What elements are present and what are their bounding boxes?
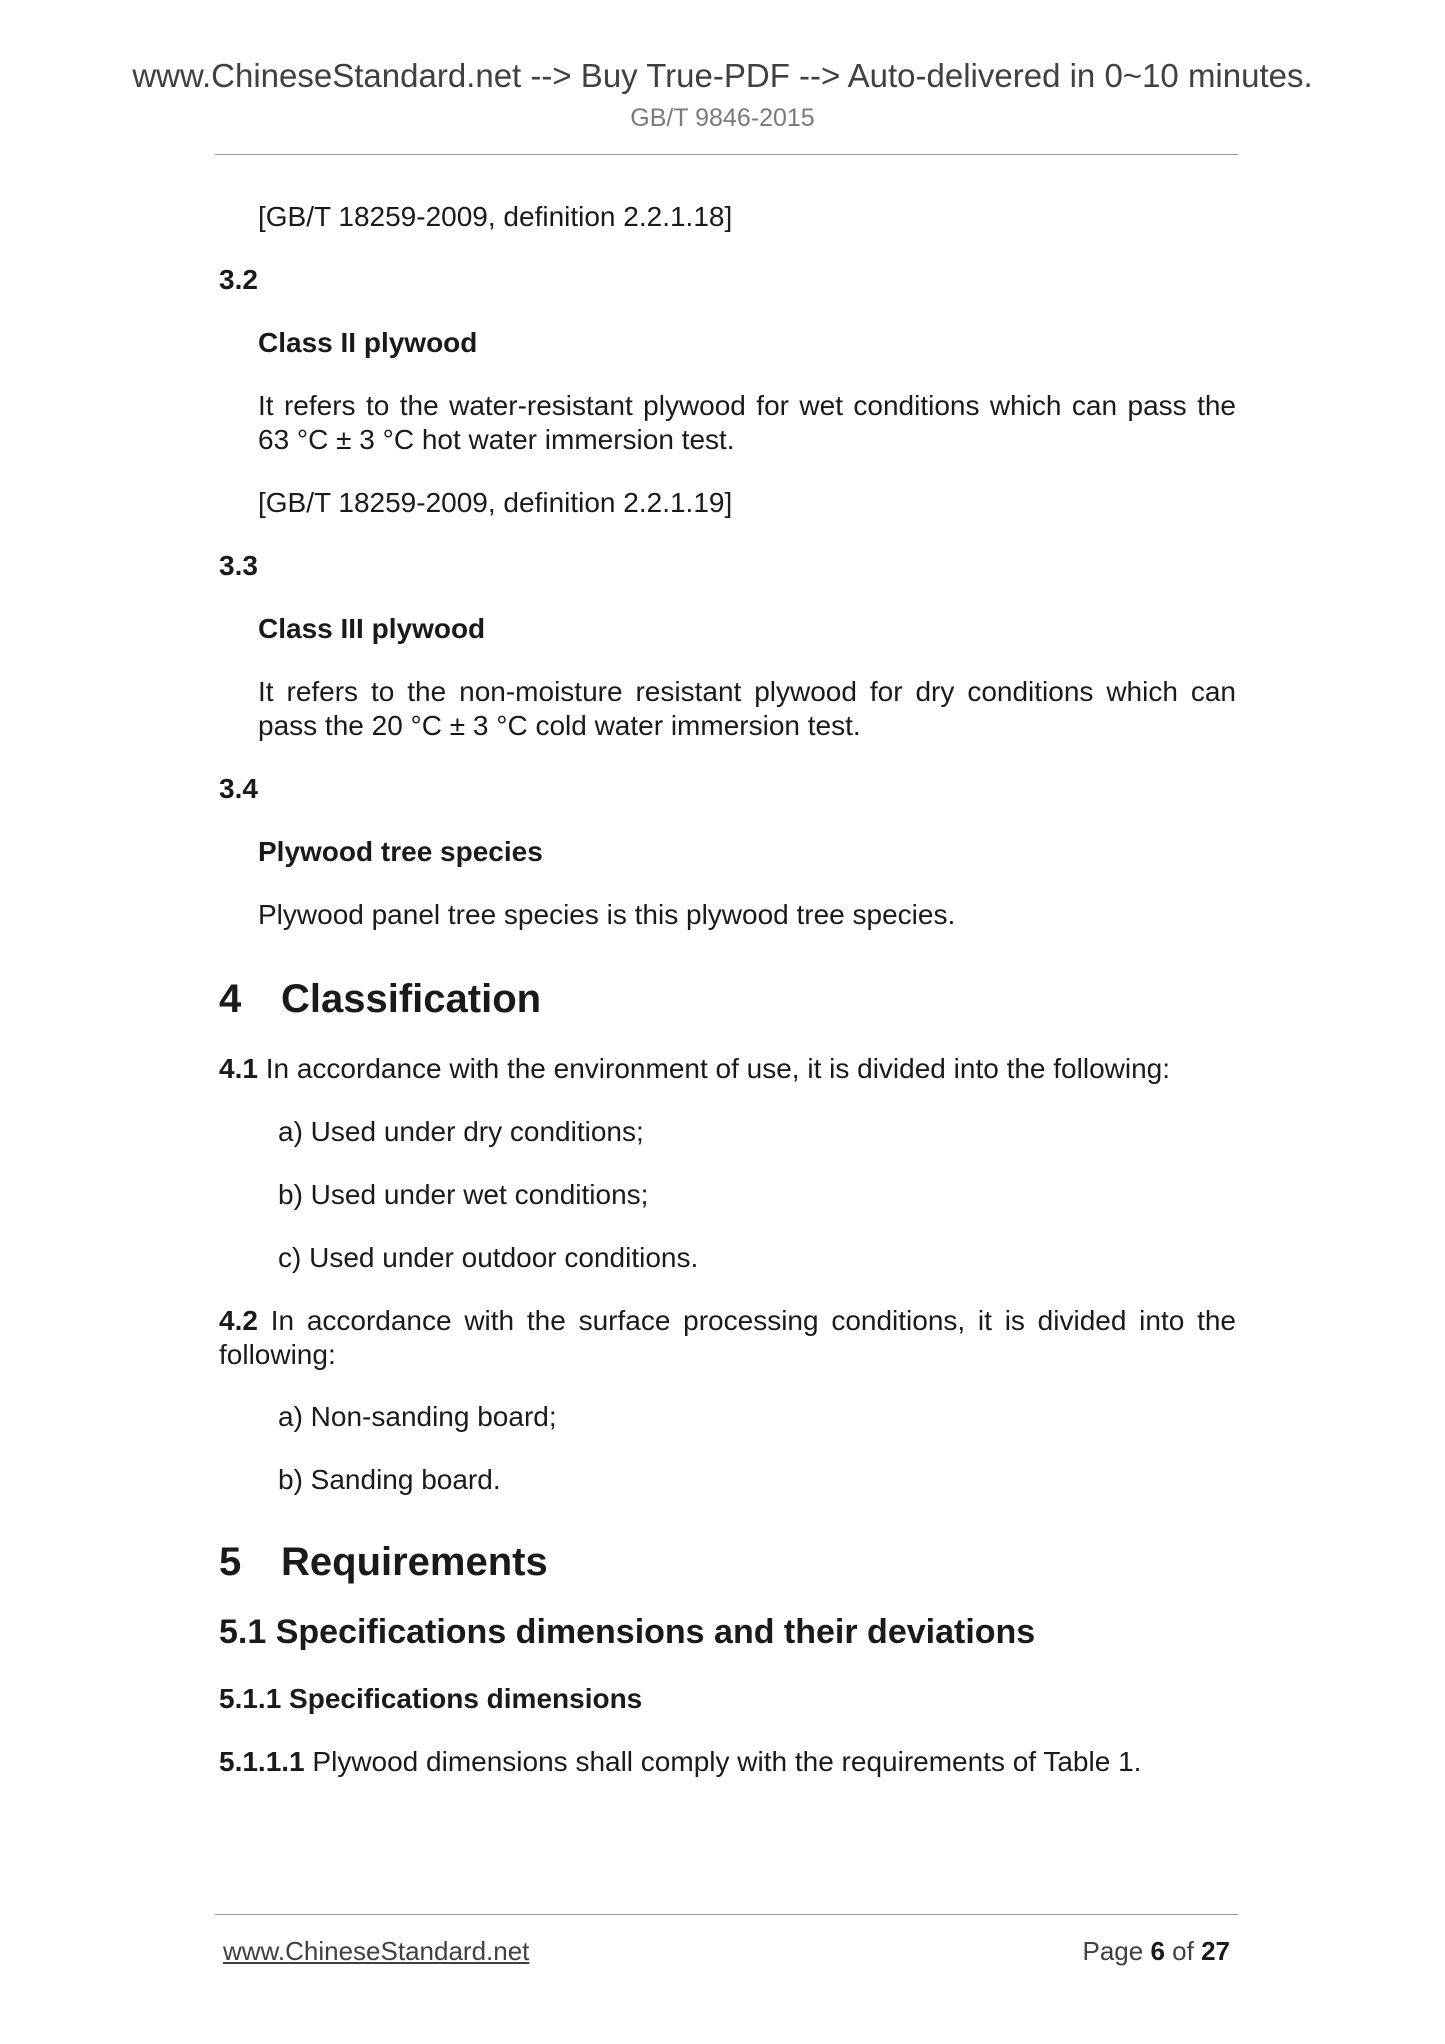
- section-number: 4: [219, 977, 242, 1021]
- header-banner: www.ChineseStandard.net --> Buy True-PDF --> Auto-delivered in 0~10 minutes.: [132, 57, 1313, 94]
- term-class-ii-plywood: Class II plywood: [258, 327, 478, 358]
- clause-4-2: [219, 1304, 1236, 1372]
- clause-text-4-1: In accordance with the environment of use, it is divided into the following:: [265, 1053, 1171, 1084]
- footer-website-link[interactable]: www.ChineseStandard.net: [223, 1936, 530, 1966]
- section-title: Classification: [281, 977, 542, 1021]
- header-divider: [215, 154, 1238, 155]
- section-heading-classification: [219, 975, 541, 1023]
- definition-3-3: It refers to the non-moisture resistant plywood for dry conditions which can pass the 20 °C ± 3 °C cold water immersion test.: [258, 676, 1236, 741]
- clause-number-4-2: 4.2: [219, 1305, 258, 1336]
- clause-text-5-1-1-1: Plywood dimensions shall comply with the requirements of Table 1.: [312, 1746, 1142, 1777]
- page-indicator: [1082, 1935, 1230, 1967]
- clause-4-1: [219, 1052, 1236, 1086]
- clause-number-3-2: 3.2: [219, 264, 258, 295]
- term-class-iii-plywood: Class III plywood: [258, 613, 486, 644]
- list-item: a) Used under dry conditions;: [278, 1116, 644, 1147]
- definition-3-2: It refers to the water-resistant plywood for wet conditions which can pass the 63 °C ± 3 °C hot water immersion test.: [258, 390, 1236, 455]
- reference-3-2: [GB/T 18259-2009, definition 2.2.1.19]: [258, 487, 733, 518]
- clause-number-3-4: 3.4: [219, 773, 258, 804]
- section-heading-requirements: [219, 1538, 548, 1586]
- page-of: of: [1172, 1936, 1194, 1966]
- page-prefix: Page: [1082, 1936, 1144, 1966]
- list-item: b) Sanding board.: [278, 1464, 501, 1495]
- term-plywood-tree-species: Plywood tree species: [258, 836, 543, 867]
- clause-number-4-1: 4.1: [219, 1053, 258, 1084]
- reference-3-1: [GB/T 18259-2009, definition 2.2.1.18]: [258, 201, 733, 232]
- footer-divider: [215, 1914, 1238, 1915]
- page-total: 27: [1201, 1936, 1230, 1966]
- section-number: 5: [219, 1540, 242, 1584]
- clause-number-5-1-1-1: 5.1.1.1: [219, 1746, 305, 1777]
- subsection-heading-5-1: 5.1 Specifications dimensions and their deviations: [219, 1613, 1036, 1651]
- clause-number-3-3: 3.3: [219, 550, 258, 581]
- section-title: Requirements: [281, 1540, 548, 1584]
- subsection-heading-5-1-1: 5.1.1 Specifications dimensions: [219, 1683, 643, 1714]
- document-id: GB/T 9846-2015: [630, 104, 815, 132]
- clause-5-1-1-1: [219, 1745, 1236, 1779]
- list-item: b) Used under wet conditions;: [278, 1179, 649, 1210]
- definition-3-4: Plywood panel tree species is this plywood tree species.: [258, 899, 956, 930]
- clause-text-4-2: In accordance with the surface processing conditions, it is divided into the following:: [219, 1305, 1236, 1370]
- list-item: c) Used under outdoor conditions.: [278, 1242, 699, 1273]
- list-item: a) Non-sanding board;: [278, 1401, 557, 1432]
- page-number: 6: [1150, 1936, 1165, 1966]
